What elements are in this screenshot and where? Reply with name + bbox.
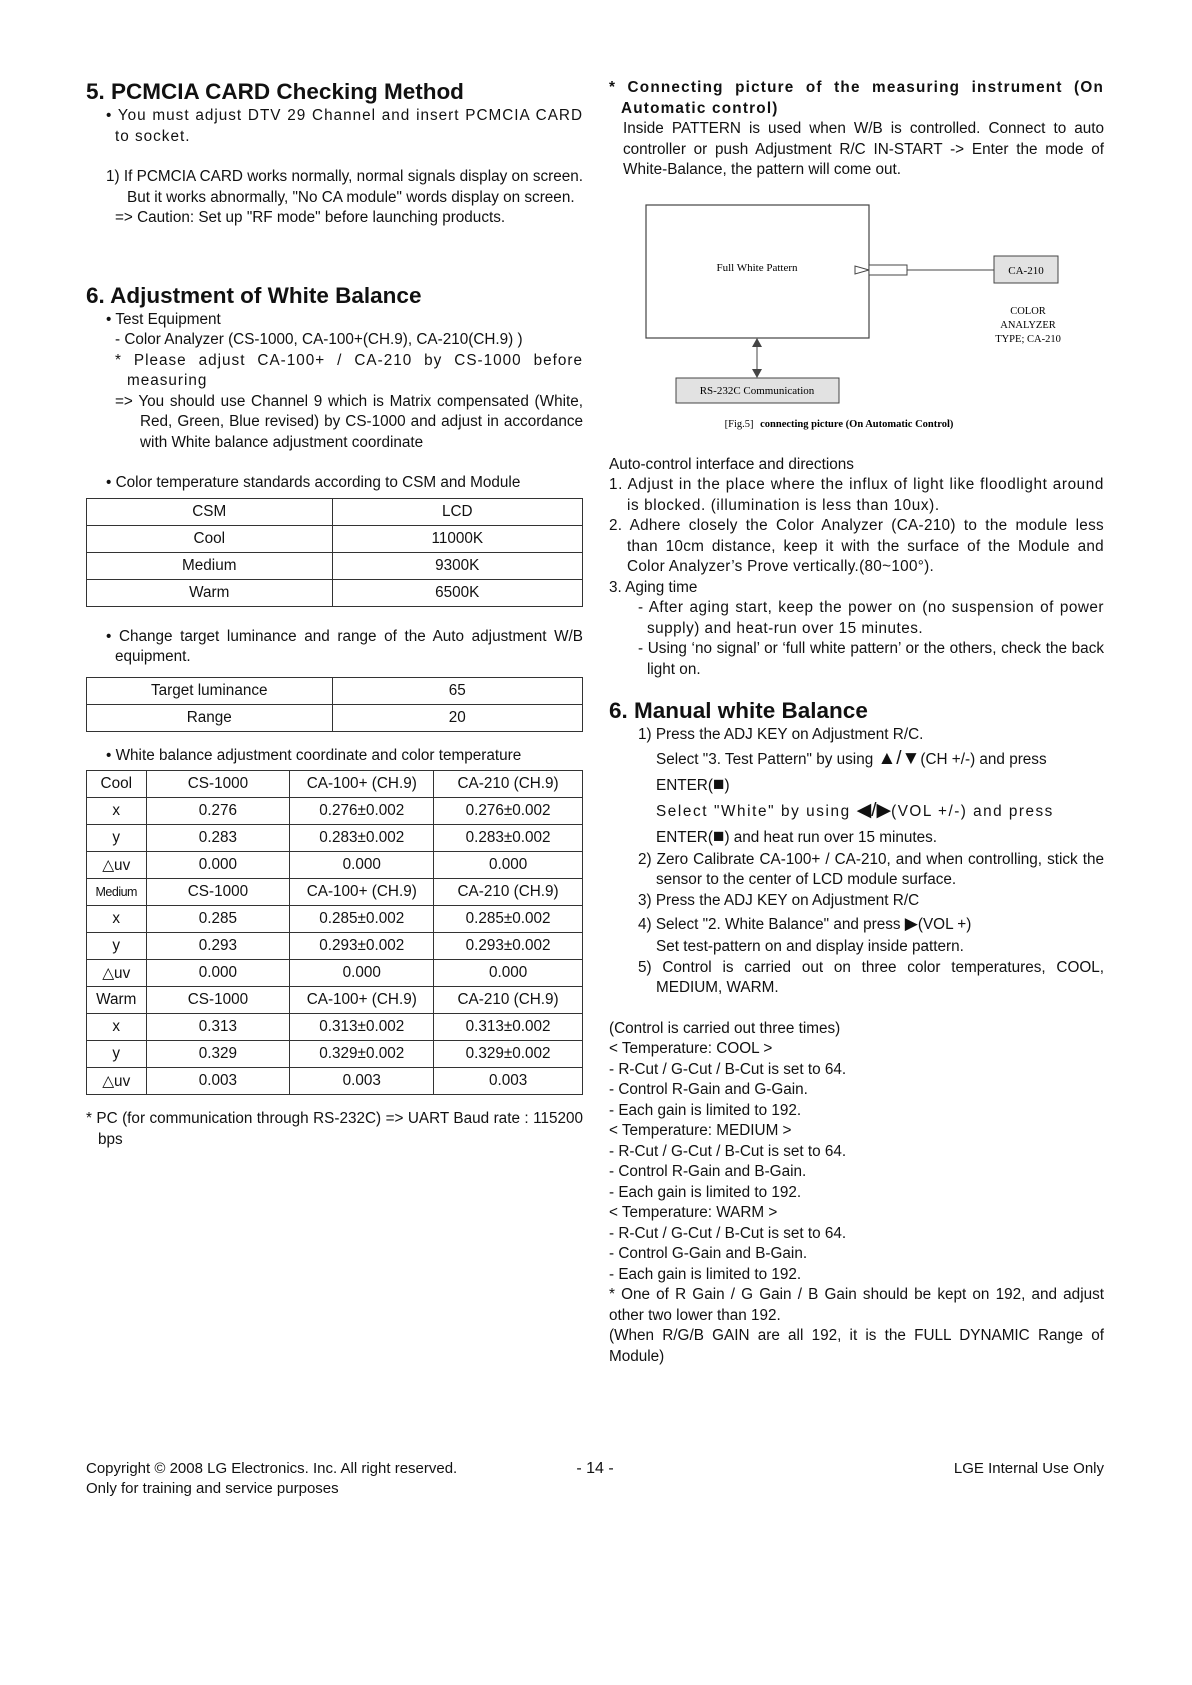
table-cell: Cool [87,771,147,798]
manual-step-1b [609,798,1104,850]
table-cell: 0.276±0.002 [290,798,434,825]
table-cell: CA-100+ (CH.9) [290,771,434,798]
table-cell: x [87,906,147,933]
connector-plug [869,265,907,275]
table-cell: 11000K [332,525,582,552]
connection-diagram [609,195,1104,445]
enter-key-icon: ■ [712,825,725,847]
sec5-caution: => Caution: Set up "RF mode" before launching products. [115,209,506,226]
section-6-title: 6. Adjustment of White Balance [86,282,422,308]
wb-coordinate-table [86,770,583,1095]
table-cell: 0.000 [434,960,583,987]
table-cell: Warm [87,579,333,606]
manual-step-1: 1) Press the ADJ KEY on Adjustment R/C. [638,726,924,743]
sec6-change-target: • Change target luminance and range of the Auto adjustment W/B equipment. [106,627,583,665]
table-cell: △uv [87,1068,147,1095]
table-cell: Medium [87,879,147,906]
table-row [87,933,583,960]
left-column [86,78,583,1150]
csm-header: CSM [87,498,333,525]
section-5-title: 5. PCMCIA CARD Checking Method [86,79,464,104]
control-line: - R-Cut / G-Cut / B-Cut is set to 64. [609,1060,847,1078]
table-row [87,987,583,1014]
analyzer-label-3: TYPE; CA-210 [995,333,1061,345]
table-row [87,1068,583,1095]
auto-step-3b: - Using ‘no signal’ or ‘full white pattern’ or the others, check the back light on. [638,640,1104,678]
luminance-table [86,677,583,732]
table-cell: 0.003 [146,1068,290,1095]
table-cell: 0.000 [290,852,434,879]
table-row [87,960,583,987]
table-cell: 0.283±0.002 [290,825,434,852]
step-4-text-end: (VOL +) [917,916,972,933]
table-cell: Target luminance [87,677,333,704]
table-cell: 0.313±0.002 [434,1014,583,1041]
table-cell: 0.000 [290,960,434,987]
table-row [87,825,583,852]
auto-step-2: 2. Adhere closely the Color Analyzer (CA-210) to the module less than 10cm distance, keep it with the surface of the Module and Color Analyzer’s Prove vertically.(80~100°). [609,517,1104,575]
table-cell: 0.285±0.002 [434,906,583,933]
table-cell: 0.285±0.002 [290,906,434,933]
table-cell: x [87,1014,147,1041]
copyright: Copyright © 2008 LG Electronics. Inc. All right reserved. [86,1460,458,1477]
right-arrow-icon: ▶ [904,914,918,933]
internal-use: LGE Internal Use Only [953,1460,1104,1477]
manual-wb-title: 6. Manual white Balance [609,698,868,723]
control-line: - R-Cut / G-Cut / B-Cut is set to 64. [609,1142,847,1160]
figure-tag: [Fig.5] [724,418,754,430]
table-cell: x [87,798,147,825]
enter-close: ) and heat run over 15 minutes. [724,828,938,846]
table-cell: 0.329 [146,1041,290,1068]
sec6-temp-standards: • Color temperature standards according to CSM and Module [106,474,521,491]
manual-step-2: 2) Zero Calibrate CA-100+ / CA-210, and when controlling, stick the sensor to the center of LCD module surface. [638,850,1104,888]
up-arrow-icon [752,338,762,347]
enter-label: ENTER( [656,828,713,846]
table-cell: y [87,825,147,852]
sec6-please: * Please adjust CA-100+ / CA-210 by CS-1000 before measuring [115,351,583,389]
table-cell: CS-1000 [146,879,290,906]
control-line: - Control R-Gain and B-Gain. [609,1163,807,1180]
table-cell: 0.003 [290,1068,434,1095]
connecting-text: Inside PATTERN is used when W/B is controlled. Connect to auto controller or push Adjustment R/C IN-START -> Enter the mode of White-Balance, the pattern will come out. [623,120,1104,178]
enter-label: ENTER( [656,776,713,794]
training-note: Only for training and service purposes [86,1480,339,1497]
table-cell: 0.313±0.002 [290,1014,434,1041]
step-1b-text: Select "White" by using [656,802,857,820]
control-line: - R-Cut / G-Cut / B-Cut is set to 64. [609,1224,847,1242]
table-cell: Cool [87,525,333,552]
page-number: - 14 - [576,1460,614,1477]
connector-arrow [855,266,869,274]
sec6-analyzer: - Color Analyzer (CS-1000, CA-100+(CH.9), CA-210(CH.9) ) [115,331,523,348]
manual-step-3: 3) Press the ADJ KEY on Adjustment R/C [638,891,920,909]
table-cell: CA-100+ (CH.9) [290,987,434,1014]
enter-close: ) [724,776,730,794]
table-cell: y [87,933,147,960]
auto-step-3: 3. Aging time [609,578,698,596]
table-cell: △uv [87,852,147,879]
table-cell: 0.000 [146,852,290,879]
table-cell: 9300K [332,552,582,579]
table-row [87,798,583,825]
left-right-arrow-icon: ◀/▶ [856,799,892,821]
ca210-label: CA-210 [1008,264,1044,277]
table-row [87,1041,583,1068]
control-note-range: (When R/G/B GAIN are all 192, it is the FULL DYNAMIC Range of Module) [609,1327,1104,1365]
table-cell: y [87,1041,147,1068]
sec6-channel: => You should use Channel 9 which is Matrix compensated (White, Red, Green, Blue revised) by CS-1000 and adjust in accordance with White balance adjustment coordinate [115,392,583,451]
control-line: < Temperature: WARM > [609,1204,778,1221]
table-cell: 0.003 [434,1068,583,1095]
table-cell: CA-210 (CH.9) [434,987,583,1014]
table-row [87,852,583,879]
table-row [87,771,583,798]
table-cell: Warm [87,987,147,1014]
down-arrow-icon [752,369,762,378]
table-row [87,1014,583,1041]
sec5-bullet: • You must adjust DTV 29 Channel and insert PCMCIA CARD to socket. [106,107,583,145]
enter-key-icon: ■ [712,773,725,795]
control-line: - Control R-Gain and G-Gain. [609,1081,808,1098]
table-cell: 0.313 [146,1014,290,1041]
table-cell: 0.276±0.002 [434,798,583,825]
control-line: (Control is carried out three times) [609,1019,841,1037]
table-row [87,906,583,933]
control-line: - Each gain is limited to 192. [609,1101,802,1119]
table-cell: 0.293±0.002 [434,933,583,960]
full-white-pattern-label: Full White Pattern [716,261,798,274]
manual-step-4 [609,911,1104,937]
table-cell: CA-210 (CH.9) [434,879,583,906]
control-line: < Temperature: COOL > [609,1040,773,1057]
table-cell: CA-210 (CH.9) [434,771,583,798]
table-cell: 0.329±0.002 [290,1041,434,1068]
sec6-equipment: • Test Equipment [106,310,221,328]
right-column [609,78,1104,1367]
table-row [87,579,583,606]
up-down-arrow-icon: ▲/▼ [877,747,921,769]
footer-left [86,1459,457,1499]
auto-step-1: 1. Adjust in the place where the influx of light like floodlight around is blocked. (illumination is less than 10ux). [609,476,1104,514]
table-cell: CA-100+ (CH.9) [290,879,434,906]
table-cell: 65 [332,677,582,704]
pc-note: * PC (for communication through RS-232C) => UART Baud rate : 115200 bps [86,1110,583,1148]
table-cell: 20 [332,704,582,731]
table-cell: 0.283 [146,825,290,852]
control-line: < Temperature: MEDIUM > [609,1122,792,1139]
analyzer-label-2: ANALYZER [1000,319,1056,331]
manual-step-1a [609,746,1104,798]
figure-caption [725,419,954,430]
table-cell: 0.285 [146,906,290,933]
csm-table [86,498,583,607]
table-cell: 0.000 [434,852,583,879]
sec5-item1: 1) If PCMCIA CARD works normally, normal signals display on screen. But it works abnormally, "No CA module" words display on screen. [106,168,583,206]
manual-step-4b: Set test-pattern on and display inside pattern. [656,938,964,955]
table-row [87,525,583,552]
control-line: - Each gain is limited to 192. [609,1183,802,1201]
analyzer-label-1: COLOR [1010,305,1046,317]
control-line: - Control G-Gain and B-Gain. [609,1245,808,1262]
table-cell: 0.293 [146,933,290,960]
table-cell: 6500K [332,579,582,606]
step-1a-text: Select "3. Test Pattern" by using [656,750,878,768]
table-row [87,552,583,579]
table-cell: Medium [87,552,333,579]
manual-step-5: 5) Control is carried out on three color temperatures, COOL, MEDIUM, WARM. [638,958,1104,996]
table-cell: 0.293±0.002 [290,933,434,960]
table-row [87,677,583,704]
table-row [87,704,583,731]
table-cell: CS-1000 [146,771,290,798]
auto-step-3a: - After aging start, keep the power on (no suspension of power supply) and heat-run over 15 minutes. [638,599,1104,637]
table-cell: 0.329±0.002 [434,1041,583,1068]
table-cell: 0.000 [146,960,290,987]
rs232-label: RS-232C Communication [699,384,815,397]
auto-control-title: Auto-control interface and directions [609,455,854,473]
control-note: * One of R Gain / G Gain / B Gain should be kept on 192, and adjust other two lower than 192. [609,1286,1104,1324]
table-cell: Range [87,704,333,731]
figure-caption-text: connecting picture (On Automatic Control) [760,418,954,430]
table-row [87,879,583,906]
step-1a-text-end: (CH +/-) and press [920,750,1047,768]
lcd-header: LCD [332,498,582,525]
step-4-text: 4) Select "2. White Balance" and press [638,916,905,933]
table-cell: 0.276 [146,798,290,825]
step-1b-text-end: (VOL +/-) and press [891,802,1054,820]
table-cell: 0.283±0.002 [434,825,583,852]
control-line: - Each gain is limited to 192. [609,1265,802,1283]
table-cell: CS-1000 [146,987,290,1014]
connecting-title: * Connecting picture of the measuring instrument (On Automatic control) [609,79,1104,117]
table-cell: △uv [87,960,147,987]
sec6-wb-label: • White balance adjustment coordinate and color temperature [106,746,522,764]
